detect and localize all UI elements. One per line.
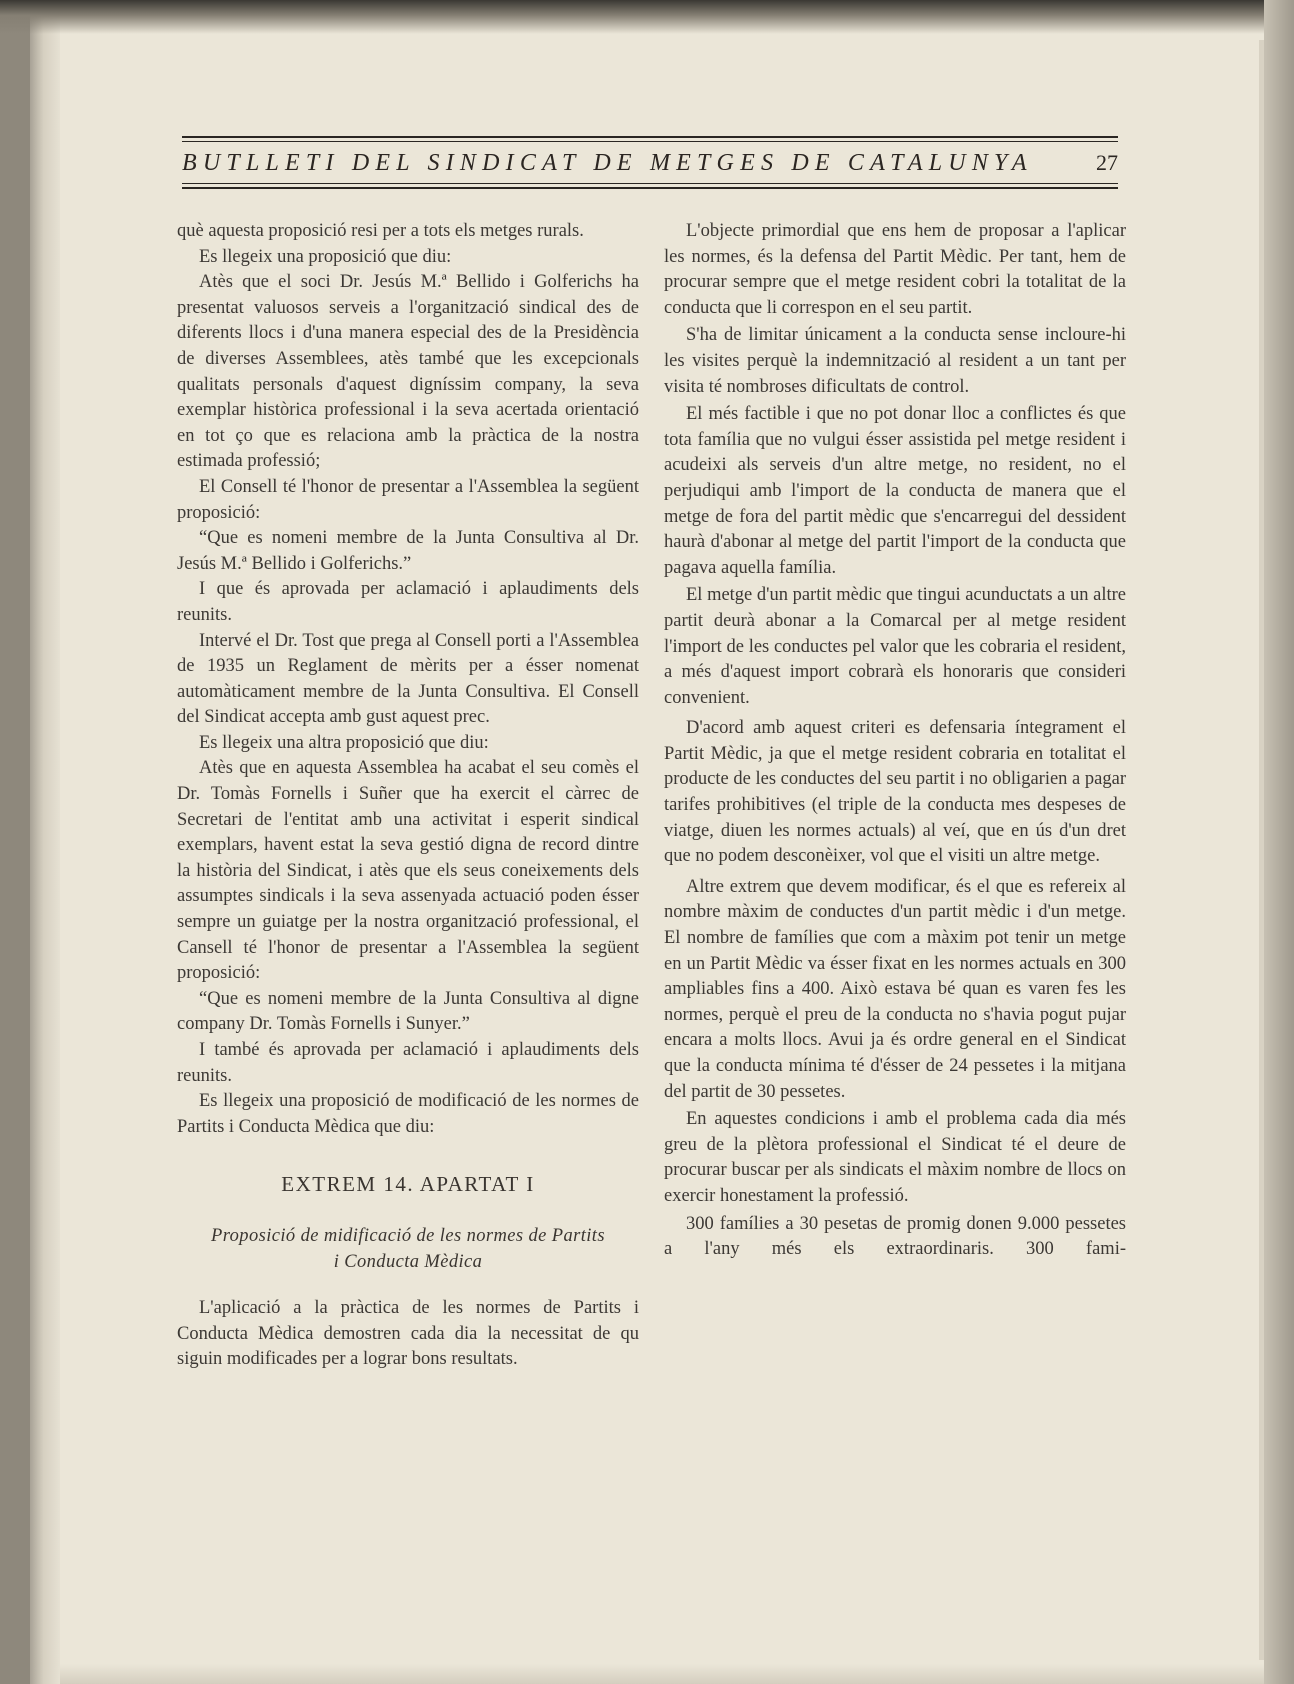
page-number: 27 bbox=[1096, 150, 1118, 175]
journal-title: BUTLLETI DEL SINDICAT DE METGES DE CATALUNYA bbox=[182, 149, 1033, 176]
page-fold bbox=[30, 0, 60, 1684]
paragraph: D'acord amb aquest criteri es defensaria íntegrament el Partit Mèdic, ja que el metge resident cobraria en totalitat el producte de les conductes del seu partit i no obligarien a pagar tarifes prohibitives (el triple de la conducta mes despeses de viatge, diuen les normes actuals) al veí, que en ús d'un dret que no podem desconèixer, vol que el visiti un altre metge. bbox=[664, 718, 1126, 867]
right-column bbox=[664, 219, 1126, 1263]
paragraph: Es llegeix una proposició que diu: bbox=[199, 246, 452, 267]
paragraph: “Que es nomeni membre de la Junta Consultiva al digne company Dr. Tomàs Fornells i Sunyer.” bbox=[177, 988, 639, 1035]
paragraph: Intervé el Dr. Tost que prega al Consell porti a l'Assemblea de 1935 un Reglament de mèrits per a ésser nomenat automàticament membre de la Junta Consultiva. El Consell del Sindicat accepta amb gust aquest prec. bbox=[177, 630, 639, 728]
paragraph: S'ha de limitar únicament a la conducta sense incloure-hi les visites perquè la indemnització al resident a un tant per visita té nombroses dificultats de control. bbox=[664, 325, 1126, 397]
paragraph: El metge d'un partit mèdic que tingui acunductats a un altre partit deurà abonar a la Comarcal per al metge resident l'import de les conductes pel valor que les cobraria el resident, a més d'aquest import cobrarà els honoraris que consideri convenient. bbox=[664, 585, 1126, 708]
paragraph: En aquestes condicions i amb el problema cada dia més greu de la plètora professional el Sindicat té el deure de procurar buscar per als sindicats el màxim nombre de llocs on exercir honestament la professió. bbox=[664, 1109, 1126, 1206]
paragraph: Es llegeix una proposició de modificació de les normes de Partits i Conducta Mèdica que diu: bbox=[177, 1091, 639, 1137]
section-subtitle-line: i Conducta Mèdica bbox=[333, 1251, 483, 1272]
header-rule-top bbox=[182, 136, 1118, 138]
paragraph: Es llegeix una altra proposició que diu: bbox=[199, 732, 489, 753]
bottom-edge-shadow bbox=[60, 1664, 1264, 1684]
paragraph: Altre extrem que devem modificar, és el que es refereix al nombre màxim de conductes d'un partit mèdic i d'un metge. El nombre de famílies que com a màxim pot tenir un metge en un Partit Mèdic va ésser fixat en les normes actuals en 300 ampliables fins a 400. Això estava bé quan es varen fes les normes, perquè el preu de la conducta no s'havia pogut pujar encara a molts llocs. Avui ja és ordre general en el Sindicat que la conducta mínima té d'ésser de 24 pessetes i la mitjana del partit de 30 pessetes. bbox=[664, 876, 1126, 1102]
paragraph: Atès que el soci Dr. Jesús M.ª Bellido i Golferichs ha presentat valuosos serveis a l'organització sindical des de diferents llocs i d'una manera especial des de la Presidència de diverses Assemblees, atès també que les excepcionals qualitats personals d'aquest digníssim company, la seva exemplar històrica professional i la seva acertada orientació en tot ço que es relaciona amb la pràctica de la nostra estimada professió; bbox=[177, 272, 639, 472]
paragraph: L'objecte primordial que ens hem de proposar a l'aplicar les normes, és la defensa del Partit Mèdic. Per tant, hem de procurar sempre que el metge resident cobri la totalitat de la conducta que li correspon en el seu partit. bbox=[664, 221, 1126, 318]
header-rule-top-thin bbox=[182, 141, 1118, 142]
header-rule-bottom-thin bbox=[182, 183, 1118, 184]
binding-shadow bbox=[0, 0, 30, 1684]
paragraph: El més factible i que no pot donar lloc a conflictes és que tota família que no vulgui ésser assistida pel metge resident i acudeixi als serveis d'un altre metge, no resident, no el perjudiqui amb l'import de la conducta de manera que el metge de fora del partit mèdic que s'encarregui del dessident haurà d'abonar al metge del partit l'import de la conducta que pagava aquella família. bbox=[664, 404, 1126, 578]
paragraph: “Que es nomeni membre de la Junta Consultiva al Dr. Jesús M.ª Bellido i Golferichs.” bbox=[177, 528, 639, 574]
section-subtitle-line: Proposició de midificació de les normes de Partits bbox=[211, 1225, 605, 1246]
paragraph: Atès que en aquesta Assemblea ha acabat el seu comès el Dr. Tomàs Fornells i Suñer que ha exercit el càrrec de Secretari de l'entitat amb una activitat i esperit sindical exemplars, havent estat la seva gestió digna de record dintre la història del Sindicat, i atès que els seus coneixements dels assumptes sindicals i la seva assenyada actuació poden ésser sempre un guiatge per la nostra organització professional, el Cansell té l'honor de presentar a l'Assemblea la següent proposició: bbox=[177, 758, 639, 984]
paragraph: I també és aprovada per aclamació i aplaudiments dels reunits. bbox=[177, 1040, 639, 1086]
paragraph: I que és aprovada per aclamació i aplaudiments dels reunits. bbox=[177, 579, 639, 625]
header-rule-bottom bbox=[182, 187, 1118, 189]
paragraph: què aquesta proposició resi per a tots els metges rurals. bbox=[177, 221, 584, 241]
paragraph: L'aplicació a la pràctica de les normes de Partits i Conducta Mèdica demostren cada dia la necessitat de qu siguin modificades per a lograr bons resultats. bbox=[177, 1298, 639, 1370]
section-subtitle bbox=[177, 1224, 639, 1275]
left-column bbox=[177, 219, 639, 1373]
section-heading: EXTREM 14. APARTAT I bbox=[281, 1172, 535, 1197]
top-edge-shadow bbox=[0, 0, 1294, 34]
next-pages-edge bbox=[1264, 0, 1294, 1684]
running-head bbox=[182, 146, 1118, 180]
paragraph: El Consell té l'honor de presentar a l'Assemblea la següent proposició: bbox=[177, 476, 639, 523]
paragraph: 300 famílies a 30 pesetas de promig donen 9.000 pessetes a l'any més els extraordinaris. 300 fami- bbox=[664, 1213, 1126, 1260]
